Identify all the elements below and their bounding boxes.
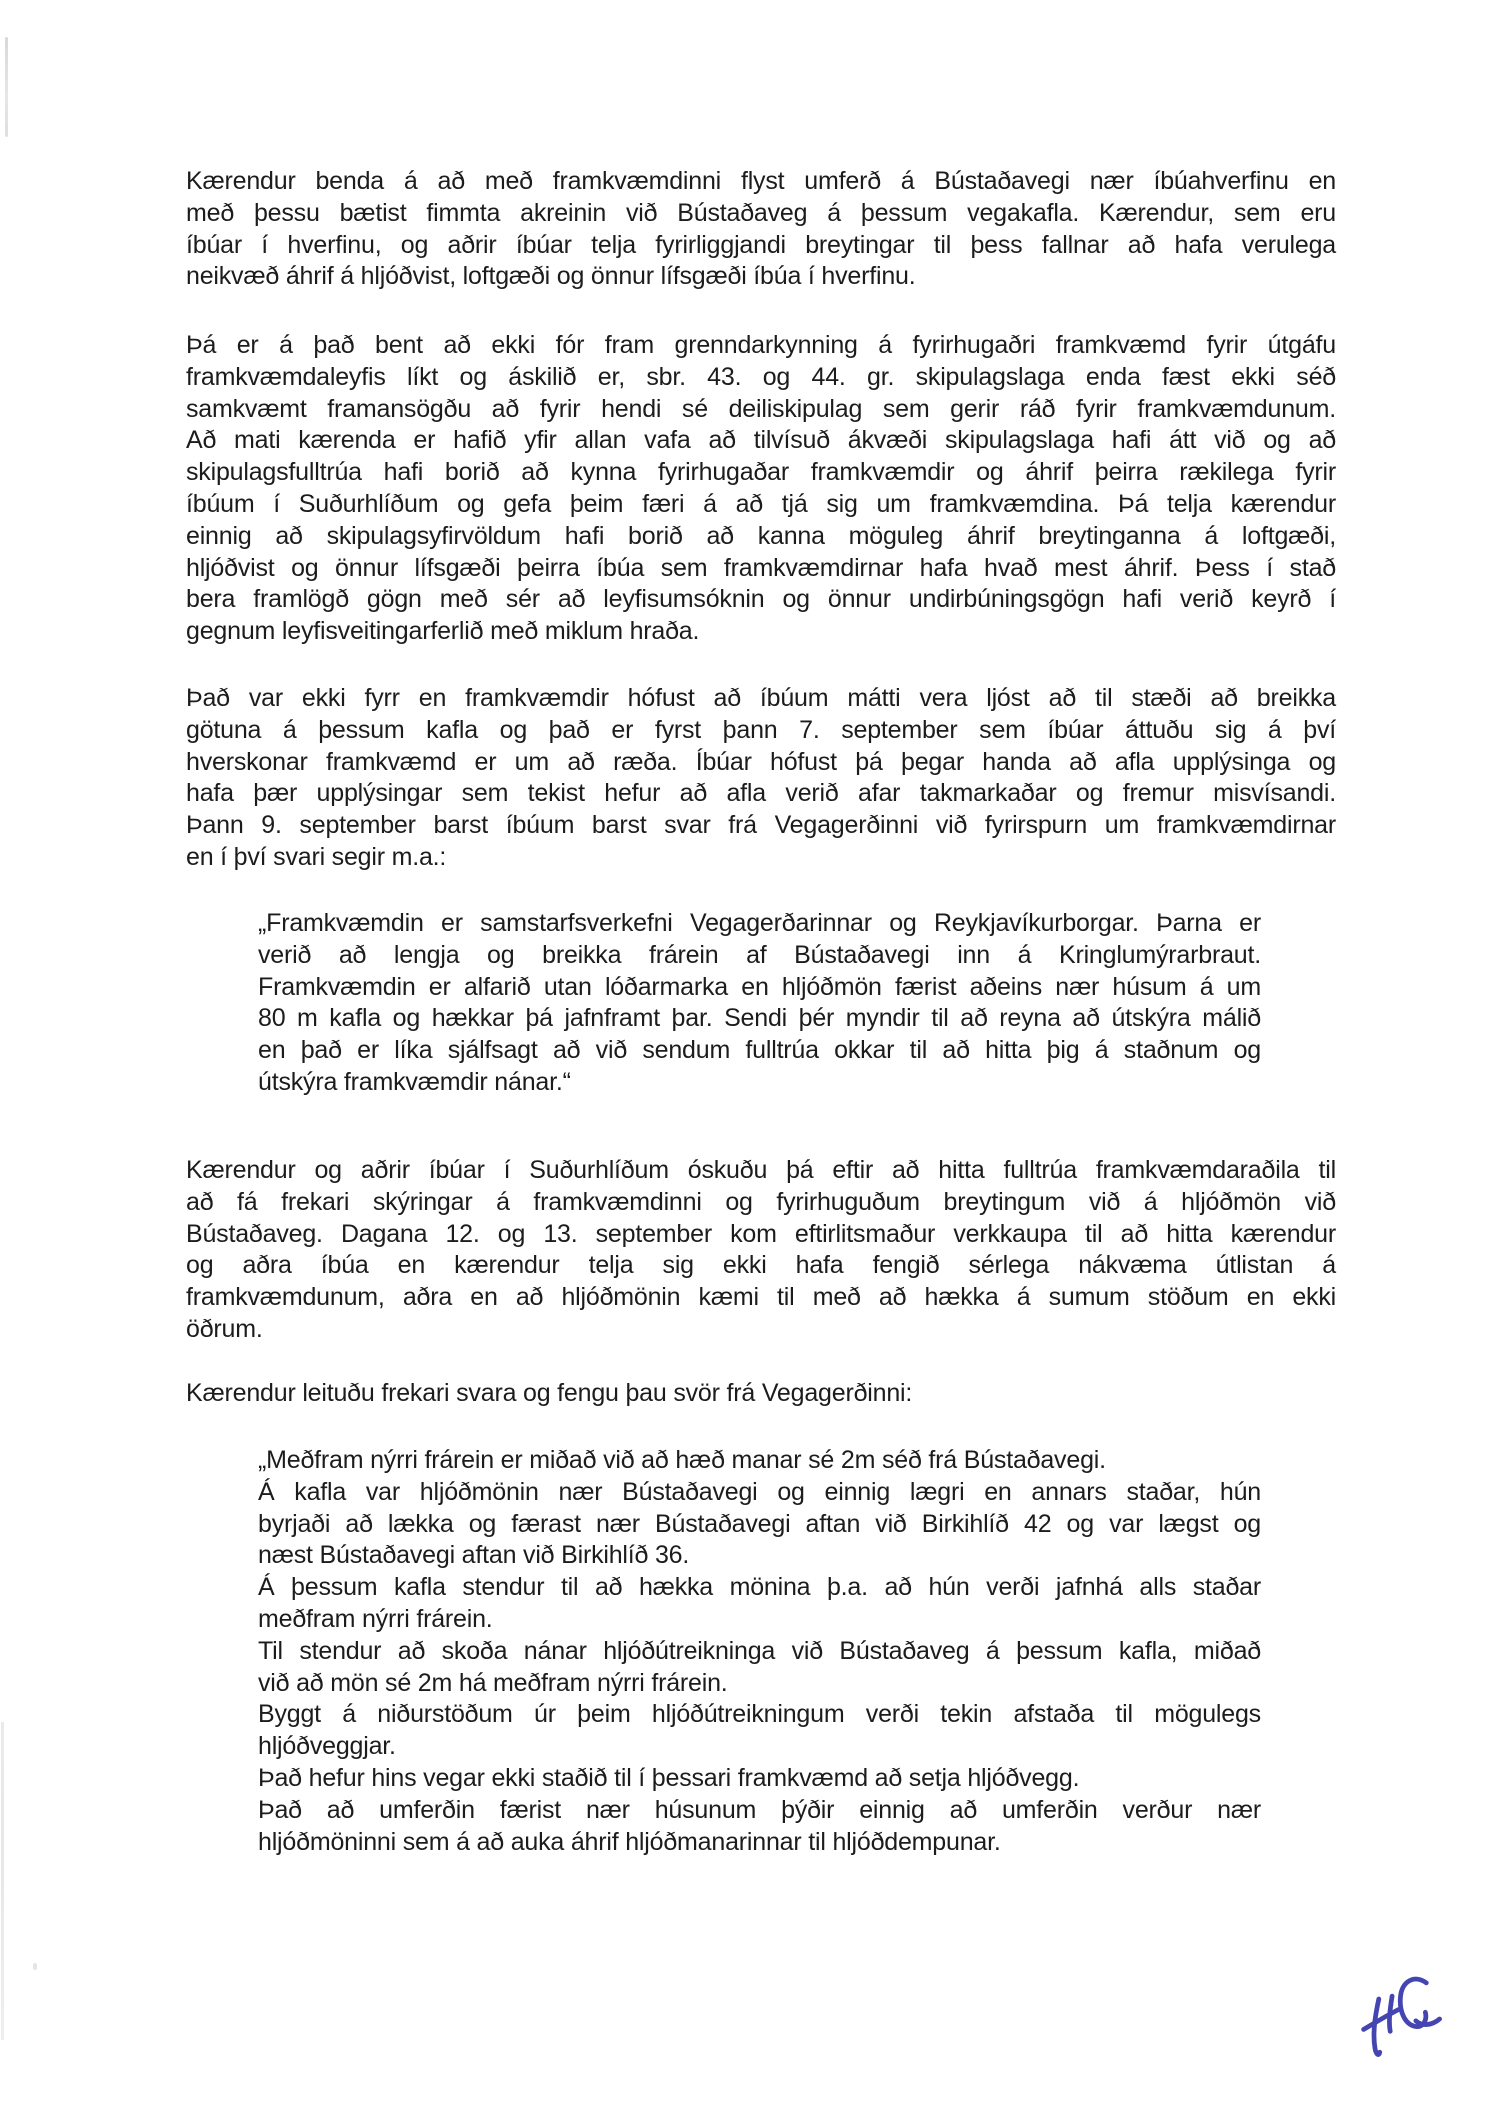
- text-line: verið að lengja og breikka frárein af Bústaðavegi inn á Kringlumýrarbraut.: [258, 940, 1261, 969]
- text-line: bera framlögð gögn með sér að leyfisumsóknin og önnur undirbúningsgögn hafi verið keyrð í: [186, 585, 1336, 614]
- text-line: hljóðmöninni sem á að auka áhrif hljóðmanarinnar til hljóðdempunar.: [258, 1827, 1001, 1856]
- signature-ink-strokes: [1356, 1968, 1451, 2068]
- text-line: Kærendur benda á að með framkvæmdinni flyst umferð á Bústaðavegi nær íbúahverfinu en: [186, 167, 1336, 195]
- text-line: „Meðfram nýrri frárein er miðað við að hæð manar sé 2m séð frá Bústaðavegi.: [258, 1446, 1106, 1474]
- text-line: útskýra framkvæmdir nánar.“: [258, 1067, 571, 1096]
- text-line: framkvæmdunum, aðra en að hljóðmönin kæmi til með að hækka á sumum stöðum en ekki: [186, 1283, 1336, 1312]
- text-line: Það að umferðin færist nær húsunum þýðir einnig að umferðin verður nær: [258, 1795, 1261, 1824]
- text-line: íbúar í hverfinu, og aðrir íbúar telja fyrirliggjandi breytingar til þess fallnar að hafa verulega: [186, 230, 1336, 259]
- handwritten-initials-signature: [1356, 1968, 1451, 2068]
- text-line: með þessu bætist fimmta akreinin við Bústaðaveg á þessum vegakafla. Kærendur, sem eru: [186, 198, 1336, 227]
- paragraph-traffic-impact: [186, 166, 1336, 293]
- text-line: við að mön sé 2m há meðfram nýrri frárein.: [258, 1668, 728, 1697]
- text-line: Framkvæmdin er alfarið utan lóðarmarka en hljóðmön færist aðeins nær húsum á um: [258, 972, 1261, 1001]
- text-line: Að mati kærenda er hafið yfir allan vafa að tilvísuð ákvæði skipulagslaga hafi átt við og að: [186, 426, 1336, 455]
- text-line: Það var ekki fyrr en framkvæmdir hófust að íbúum mátti vera ljóst að til stæði að breikka: [186, 684, 1336, 712]
- text-line: Þá er á það bent að ekki fór fram grenndarkynning á fyrirhugaðri framkvæmd fyrir útgáfu: [186, 331, 1336, 359]
- text-line: „Framkvæmdin er samstarfsverkefni Vegagerðarinnar og Reykjavíkurborgar. Þarna er: [258, 909, 1261, 937]
- text-line: að fá frekari skýringar á framkvæmdinni og fyrirhuguðum breytingum við á hljóðmön við: [186, 1187, 1336, 1216]
- text-line: hljóðveggjar.: [258, 1732, 396, 1761]
- scan-streak-artifact: [5, 37, 8, 137]
- quote-vegagerdin-second-reply: [258, 1445, 1261, 1858]
- text-line: hafa þær upplýsingar sem tekist hefur að afla verið afar takmarkaðar og fremur misvísandi.: [186, 779, 1336, 808]
- text-line: hverskonar framkvæmd er um að ræða. Íbúar hófust þá þegar handa að afla upplýsinga og: [186, 747, 1336, 776]
- text-line: Kærendur og aðrir íbúar í Suðurhlíðum óskuðu þá eftir að hitta fulltrúa framkvæmdaraðila til: [186, 1156, 1336, 1184]
- text-line: meðfram nýrri frárein.: [258, 1604, 493, 1633]
- text-line: Þann 9. september barst íbúum barst svar frá Vegagerðinni við fyrirspurn um framkvæmdirnar: [186, 811, 1336, 840]
- text-line: Bústaðaveg. Dagana 12. og 13. september kom eftirlitsmaður verkkaupa til að hitta kærendur: [186, 1219, 1336, 1248]
- text-line: öðrum.: [186, 1314, 263, 1343]
- text-line: Kærendur leituðu frekari svara og fengu þau svör frá Vegagerðinni:: [186, 1379, 913, 1407]
- text-line: Það hefur hins vegar ekki staðið til í þessari framkvæmd að setja hljóðvegg.: [258, 1763, 1080, 1792]
- signature-h-right-stroke: [1389, 1996, 1392, 2031]
- text-line: íbúum í Suðurhlíðum og gefa þeim færi á að tjá sig um framkvæmdina. Þá telja kærendur: [186, 489, 1336, 518]
- text-line: einnig að skipulagsyfirvöldum hafi borið að kanna möguleg áhrif breytinganna á loftgæði,: [186, 521, 1336, 550]
- text-line: 80 m kafla og hækkar þá jafnframt þar. Sendi þér myndir til að reyna að útskýra málið: [258, 1004, 1261, 1033]
- text-line: Byggt á niðurstöðum úr þeim hljóðútreikningum verði tekin afstaða til mögulegs: [258, 1700, 1261, 1729]
- text-line: hljóðvist og önnur lífsgæði þeirra íbúa sem framkvæmdirnar hafa hvað mest áhrif. Þess í stað: [186, 553, 1336, 582]
- signature-h-left-stroke: [1374, 1999, 1380, 2055]
- signature-g-curve-stroke: [1400, 1979, 1426, 2027]
- text-line: en í því svari segir m.a.:: [186, 842, 447, 871]
- text-line: og aðra íbúa en kærendur telja sig ekki hafa fengið sérlega nákvæma útlistan á: [186, 1251, 1336, 1280]
- signature-h-crossbar-stroke: [1364, 2009, 1399, 2029]
- paragraph-planning-law: [186, 330, 1336, 648]
- paragraph-works-started: [186, 683, 1336, 874]
- text-line: næst Bústaðavegi aftan við Birkihlíð 36.: [258, 1541, 690, 1570]
- paragraph-meeting-request: [186, 1155, 1336, 1346]
- text-line: gegnum leyfisveitingarferlið með miklum hraða.: [186, 617, 700, 646]
- text-line: samkvæmt framansögðu að fyrir hendi sé deiliskipulag sem gerir ráð fyrir framkvæmdunum.: [186, 394, 1336, 423]
- text-line: framkvæmdaleyfis líkt og áskilið er, sbr. 43. og 44. gr. skipulagslaga enda fæst ekki séð: [186, 362, 1336, 391]
- text-line: Til stendur að skoða nánar hljóðútreikninga við Bústaðaveg á þessum kafla, miðað: [258, 1636, 1261, 1665]
- text-line: en það er líka sjálfsagt að við sendum fulltrúa okkar til að hitta þig á staðnum og: [258, 1036, 1261, 1065]
- text-line: byrjaði að lækka og færast nær Bústaðavegi aftan við Birkihlíð 42 og var lægst og: [258, 1509, 1261, 1538]
- text-line: Á kafla var hljóðmönin nær Bústaðavegi og einnig lægri en annars staðar, hún: [258, 1477, 1261, 1506]
- text-line: götuna á þessum kafla og það er fyrst þann 7. september sem íbúar áttuðu sig á því: [186, 715, 1336, 744]
- quote-vegagerdin-first-reply: [258, 908, 1261, 1099]
- text-line: neikvæð áhrif á hljóðvist, loftgæði og önnur lífsgæði íbúa í hverfinu.: [186, 262, 916, 291]
- paragraph-further-answers-intro: [186, 1378, 1336, 1410]
- scan-speck-artifact: [33, 1963, 37, 1970]
- scan-streak-artifact: [1, 1722, 4, 2040]
- text-line: Á þessum kafla stendur til að hækka mönina þ.a. að hún verði jafnhá alls staðar: [258, 1573, 1261, 1602]
- text-line: skipulagsfulltrúa hafi borið að kynna fyrirhugaðar framkvæmdir og áhrif þeirra rækilega fyrir: [186, 458, 1336, 487]
